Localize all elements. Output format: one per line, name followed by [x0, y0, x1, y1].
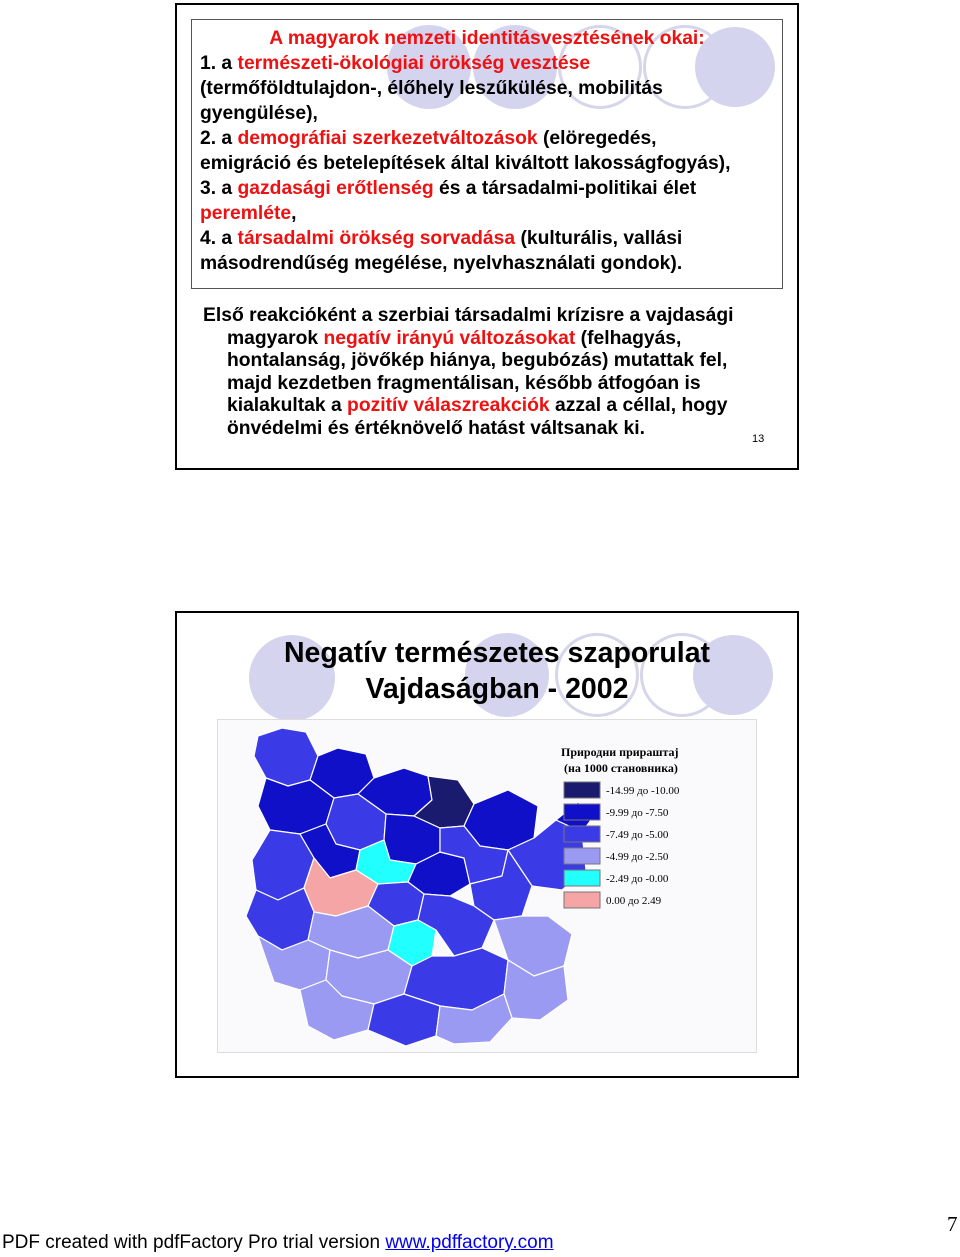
paragraph-line: majd kezdetben fragmentálisan, később átfogóan is [227, 372, 701, 394]
title-line: Vajdaságban - 2002 [365, 673, 629, 705]
cause-number: 3. a [200, 178, 238, 199]
vojvodina-map [217, 719, 757, 1053]
legend-label: 0.00 до 2.49 [606, 895, 662, 907]
footer-link[interactable]: www.pdffactory.com [385, 1232, 554, 1253]
legend-swatch [564, 870, 600, 886]
cause-highlight: gazdasági erőtlenség [237, 178, 434, 199]
choropleth-map [218, 720, 758, 1054]
cause-line-9: másodrendűség megélése, nyelvhasználati gondok). [200, 253, 683, 274]
cause-line-3: gyengülése), [200, 103, 318, 124]
cause-highlight: peremléte [200, 203, 292, 224]
paragraph-highlight: negatív irányú változásokat [323, 327, 576, 349]
cause-number: 2. a [200, 128, 238, 149]
cause-rest: és a társadalmi-politikai élet [433, 178, 697, 199]
title-line: Negatív természetes szaporulat [283, 637, 711, 669]
cause-rest: , [291, 203, 297, 224]
paragraph-text: magyarok [227, 327, 324, 349]
pdf-footer [2, 1232, 554, 1254]
legend-label: -14.99 до -10.00 [606, 785, 680, 797]
legend-swatch [564, 892, 600, 908]
map-region [368, 994, 440, 1046]
causes-box [191, 19, 783, 289]
causes-title: A magyarok nemzeti identitásvesztésének okai: [269, 28, 705, 49]
reaction-paragraph [203, 305, 793, 441]
paragraph-text: azzal a céllal, hogy [549, 395, 728, 417]
legend-subtitle: (на 1000 становника) [564, 761, 678, 775]
legend-swatch [564, 782, 600, 798]
map-slide-title [177, 635, 799, 707]
legend-label: -2.49 до -0.00 [606, 873, 669, 885]
cause-line-5: emigráció és betelepítések által kiváltott lakosságfogyás), [200, 153, 731, 174]
paragraph-line: Első reakcióként a szerbiai társadalmi krízisre a vajdasági [203, 305, 734, 326]
legend-swatch [564, 826, 600, 842]
slide-page-number: 13 [752, 433, 765, 445]
cause-highlight: társadalmi örökség sorvadása [237, 228, 516, 249]
paragraph-text: kialakultak a [227, 395, 348, 417]
paragraph-line [203, 395, 793, 418]
cause-number: 1. a [200, 53, 238, 74]
legend-label: -7.49 до -5.00 [606, 829, 669, 841]
cause-number: 4. a [200, 228, 238, 249]
cause-line-1 [200, 51, 774, 76]
page-number: 7 [947, 1212, 958, 1236]
legend-swatch [564, 848, 600, 864]
paragraph-highlight: pozitív válaszreakciók [347, 395, 550, 417]
cause-highlight: természeti-ökológiai örökség vesztése [237, 53, 591, 74]
cause-line-2: (termőföldtulajdon-, élőhely leszűkülése, mobilitás [200, 78, 663, 99]
cause-rest: (kulturális, vallási [515, 228, 683, 249]
legend-label: -9.99 до -7.50 [606, 807, 669, 819]
cause-line-8 [200, 226, 774, 251]
legend-label: -4.99 до -2.50 [606, 851, 669, 863]
slide-13 [175, 3, 799, 470]
cause-rest: (elöregedés, [537, 128, 657, 149]
cause-line-4 [200, 126, 774, 151]
cause-line-6 [200, 176, 774, 201]
paragraph-line: önvédelmi és értéknövelő hatást váltsanak ki. [227, 417, 645, 439]
paragraph-line [203, 328, 793, 351]
slide-14 [175, 611, 799, 1078]
cause-line-7 [200, 201, 774, 226]
cause-highlight: demográfiai szerkezetváltozások [237, 128, 538, 149]
legend-swatch [564, 804, 600, 820]
footer-text: PDF created with pdfFactory Pro trial version [2, 1232, 386, 1253]
map-region [254, 728, 318, 786]
paragraph-text: (felhagyás, [575, 327, 682, 349]
paragraph-line: hontalanság, jövőkép hiánya, begubózás) mutattak fel, [227, 350, 728, 372]
legend-title: Природни прираштај [561, 745, 679, 759]
